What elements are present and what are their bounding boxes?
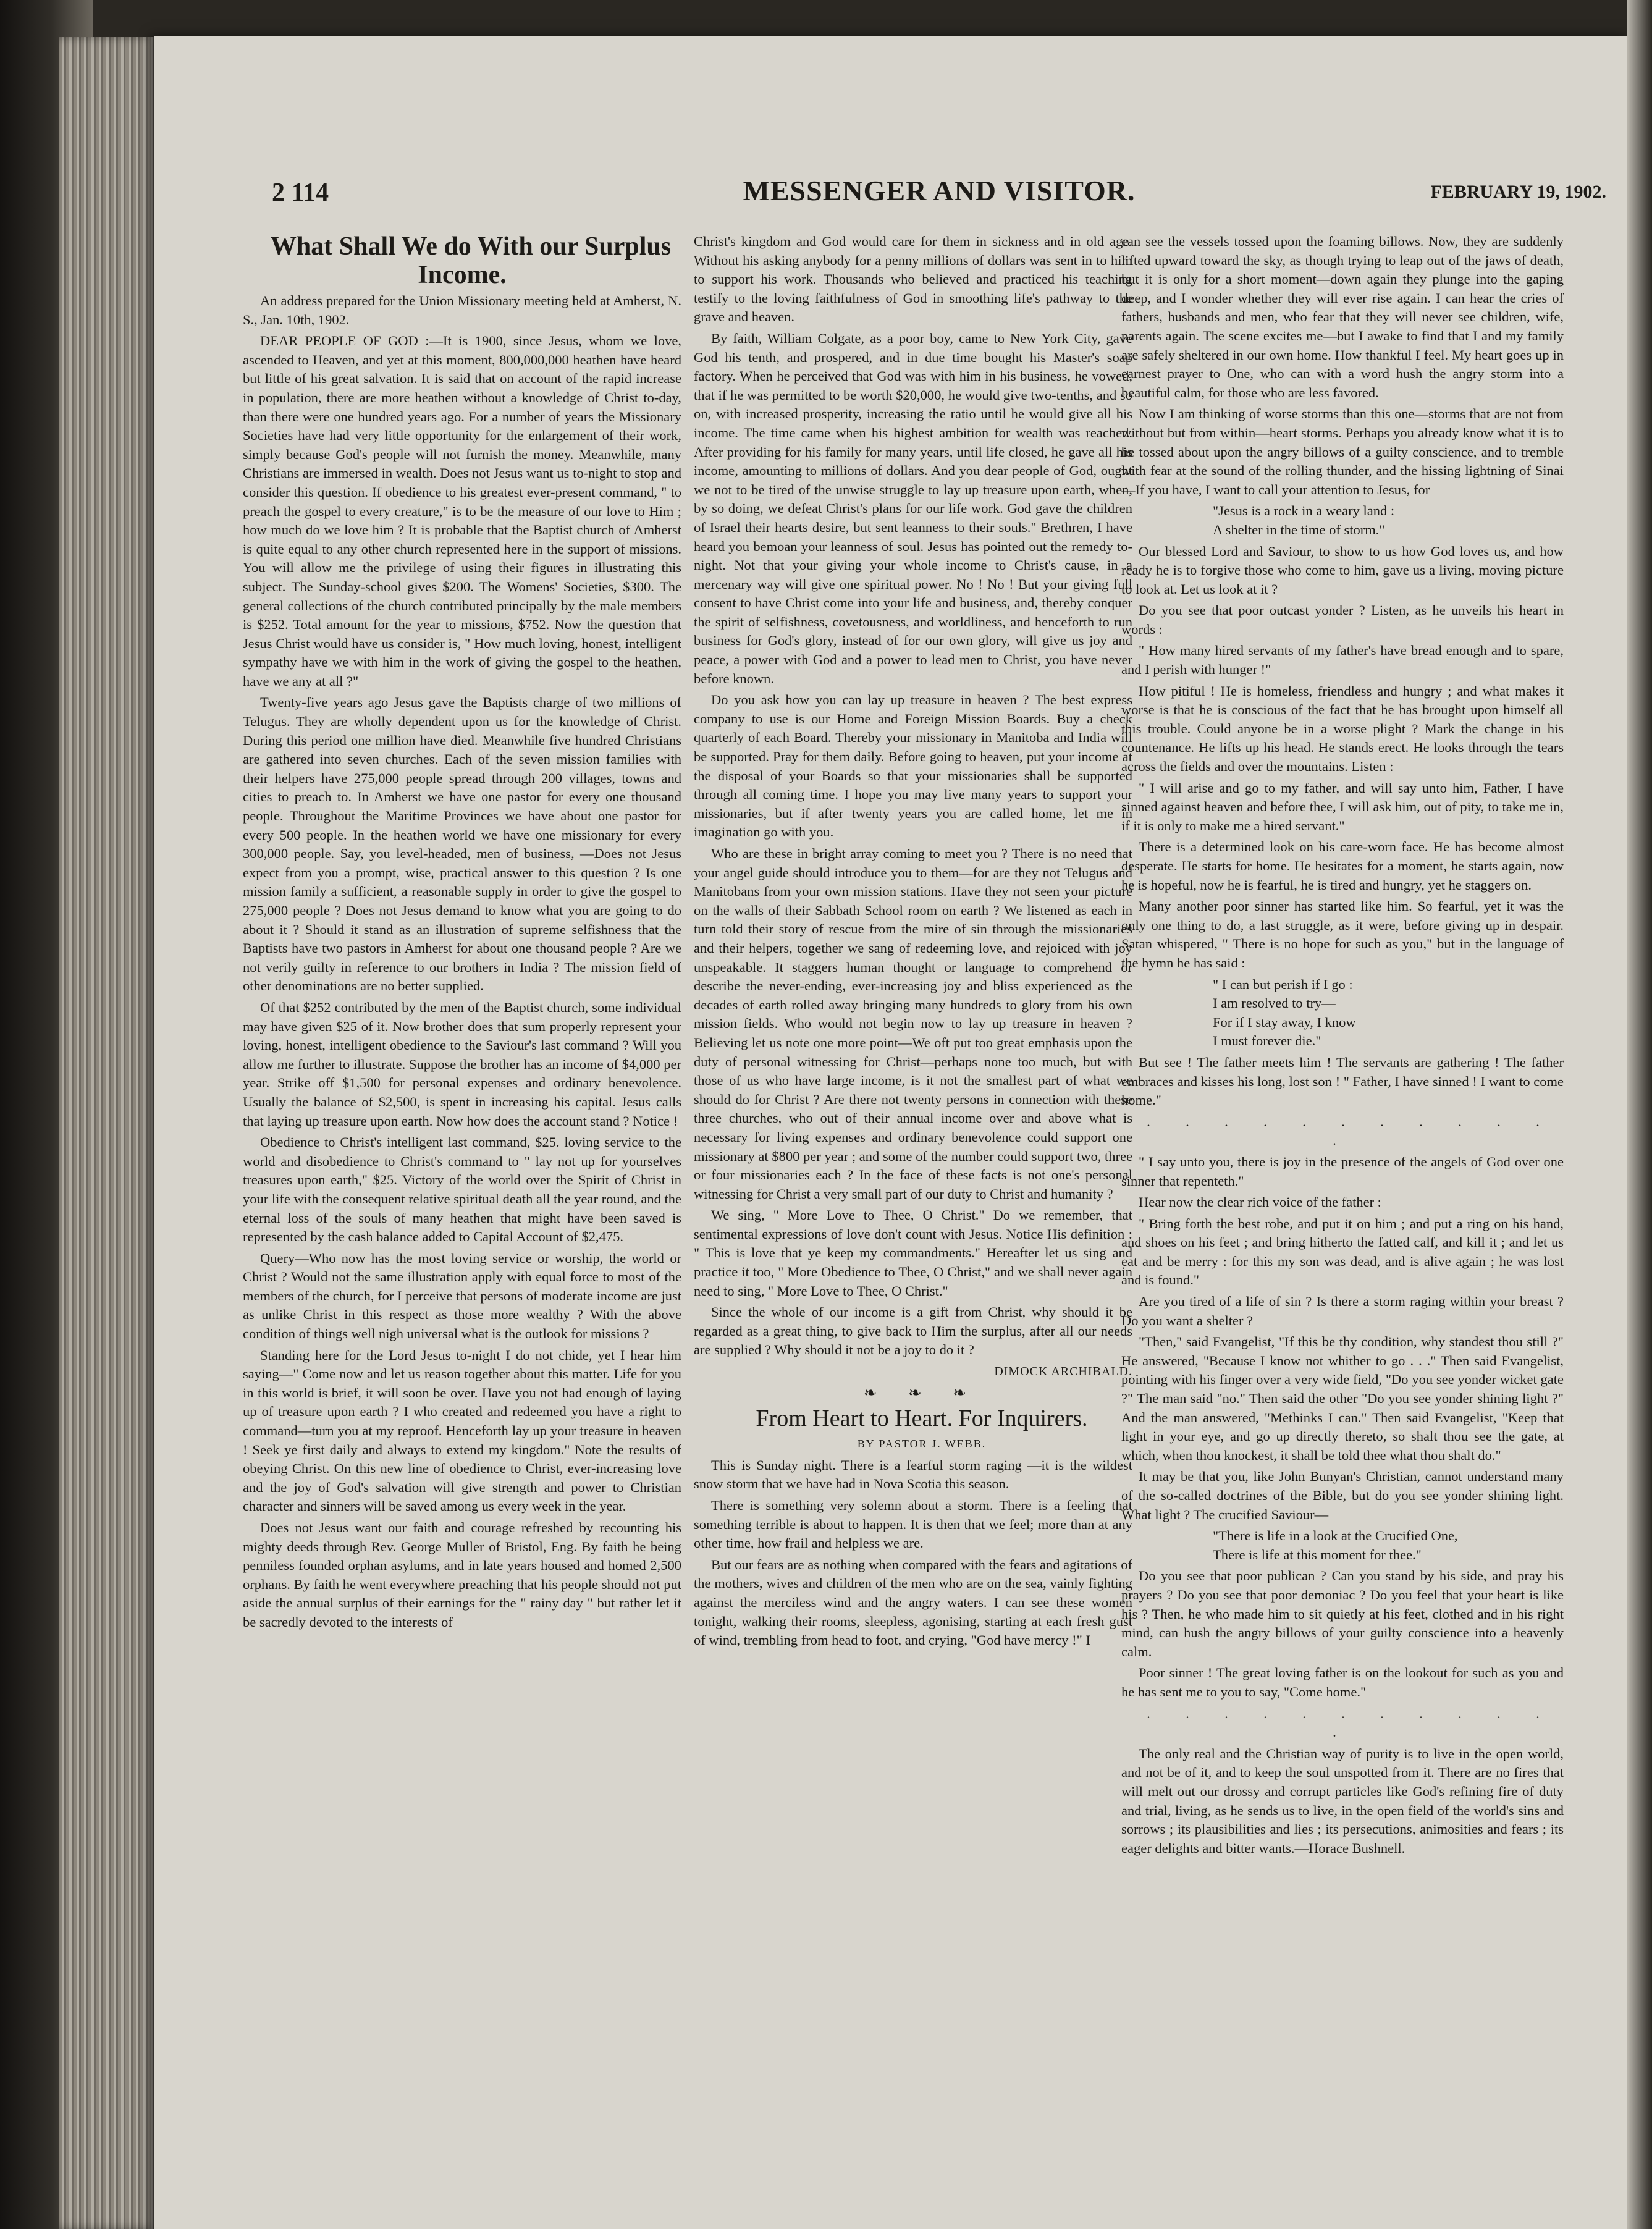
paragraph: Query—Who now has the most loving service or worship, the world or Christ ? Would not the same illustration apply with equal force to most of the members of the church, for I perceive that persons of moderate income are just as unlike Christ in this respect as those more wealthy ? With the above condition of things well nigh universal what is the outlook for missions ?: [243, 1250, 681, 1342]
byline: BY PASTOR J. WEBB.: [857, 1438, 987, 1451]
paragraph: Many another poor sinner has started like him. So fearful, yet it was the only one thing to do, a last struggle, as it were, before giving up in despair. Satan whispered, " There is no hope for such as you," but in the language of the hymn he has said :: [1121, 898, 1564, 971]
paragraph: Now I am thinking of worse storms than this one—storms that are not from without but from within—heart storms. Perhaps you already know what it is to be tossed about upon the angry billows of a guilty conscience, and to tremble with fear at the sound of the rolling thunder, and the hissing lightning of Sinai—If you have, I want to call your attention to Jesus, for: [1121, 406, 1564, 497]
paragraph: " I say unto you, there is joy in the presence of the angels of God over one sinner that repenteth.": [1121, 1153, 1564, 1189]
paragraph: There is a determined look on his care-worn face. He has become almost desperate. He starts for home. He hesitates for a moment, he starts again, now he is hopeful, now he is fearful, he is tired and hungry, yet he staggers on.: [1121, 839, 1564, 893]
paragraph: Are you tired of a life of sin ? Is there a storm raging within your breast ? Do you want a shelter ?: [1121, 1294, 1564, 1328]
article-title: From Heart to Heart. For Inquirers.: [756, 1405, 1088, 1432]
paragraph: But our fears are as nothing when compared with the fears and agitations of the mothers, wives and children of the men who are on the sea, vainly fighting against the merciless wind and the angry waters. I can see these women tonight, walking their rooms, sleepless, agonising, starting at each fresh gust of wind, trembling from head to foot, and crying, "God have mercy !" I: [694, 1556, 1132, 1648]
paragraph: This is Sunday night. There is a fearful storm raging —it is the wildest snow storm that we have had in Nova Scotia this season.: [694, 1457, 1132, 1492]
ornament-divider: ❧ ❧ ❧: [863, 1383, 980, 1402]
verse-line: There is life at this moment for thee.": [1213, 1546, 1422, 1562]
masthead-title: MESSENGER AND VISITOR.: [743, 175, 1136, 206]
verse-line: " I can but perish if I go :: [1213, 976, 1353, 992]
page-header: [272, 175, 1606, 215]
hymn-verse: [1121, 1527, 1564, 1564]
paragraph: It may be that you, like John Bunyan's Christian, cannot understand many of the so-called doctrines of the Bible, but do you see yonder shining light. What light ? The crucified Saviour—: [1121, 1468, 1564, 1522]
paragraph: There is something very solemn about a storm. There is a feeling that something terrible is about to happen. It is then that we feel; more than at any other time, how frail and helpless we are.: [694, 1498, 1132, 1551]
paragraph: Since the whole of our income is a gift from Christ, why should it be regarded as a great thing, to give back to Him the surplus, after all our needs are supplied ? Why should it not be a joy to do it ?: [694, 1304, 1132, 1358]
column-3: [1121, 232, 1564, 2228]
column-2: [694, 232, 1132, 2228]
author-signature: DIMOCK ARCHIBALD.: [994, 1365, 1132, 1379]
paragraph: Standing here for the Lord Jesus to-night I do not chide, yet I hear him saying—" Come now and let us reason together about this matter. Life for you in this world is brief, it will soon be over. Have you not had enough of laying up of treasure upon earth ? I who created and redeemed you have a right to command—turn you at my reproof. Henceforth lay up your treasure in heaven ! Seek ye first daily and always to extend my kingdom." Note the results of obeying Christ. On this new line of obedience to Christ, ever-increasing love and the joy of God's salvation will give strength and power to Christian character and sinners will be saved among us every week in the year.: [243, 1347, 681, 1514]
issue-date: FEBRUARY 19, 1902.: [1430, 182, 1606, 202]
section-dots: . . . . . . . . . . . .: [1147, 1113, 1556, 1148]
page-number: 2 114: [272, 179, 329, 207]
hymn-verse: [1121, 502, 1564, 539]
paragraph: Do you ask how you can lay up treasure in heaven ? The best express company to use is our Home and Foreign Mission Boards. Buy a check quarterly of each Board. Thereby your missionary in Manitoba and India will be supported. Pray for them daily. Before going to heaven, put your income at the disposal of your Boards so that your missionaries shall be supported through all coming time. I hope you may live many years to support your missionaries, but if after twenty years you are called home, let me in imagination go with you.: [694, 692, 1132, 840]
paragraph: Does not Jesus want our faith and courage refreshed by recounting his mighty deeds through Rev. George Muller of Bristol, Eng. By faith he being penniless founded orphan asylums, and in late years housed and homed 2,500 orphans. By faith he went everywhere preaching that his people should not put aside the annual surplus of their earnings for the " rainy day " but rather let it be sacredly devoted to the interests of: [243, 1520, 681, 1630]
paragraph: DEAR PEOPLE OF GOD :—It is 1900, since Jesus, whom we love, ascended to Heaven, and yet at this moment, 800,000,000 heathen have heard but little of his great salvation. It is said that on account of the rapid increase in population, there are more heathen without a knowledge of Christ to-day, than there were one hundred years ago. For a number of years the Missionary Societies have had very little opportunity for the enlargement of their work, simply because God's people will not furnish the money. Meanwhile, many Christians are immersed in wealth. Does not Jesus want us to-night to stop and consider this question. If obedience to his greatest ever-present command, " to preach the gospel to every creature," is to be the measure of our love to Him ; how much do we love him ? It is probable that the Baptist church of Amherst is quite equal to any other church represented here in the support of missions. You will allow me the privilege of using their figures in illustrating this subject. The Sunday-school gives $200. The Womens' Societies, $300. The general collections of the church contributed principally by the male members is $252. Total amount for the year to missions, $752. Now the question that Jesus Christ would have us consider is, " How much loving, honest, intelligent sympathy have we with him in the work of giving the gospel to the heathen, have we any at all ?": [243, 333, 681, 689]
page-right-edge: [1627, 0, 1652, 2229]
paragraph: Twenty-five years ago Jesus gave the Baptists charge of two millions of Telugus. They are wholly dependent upon us for the knowledge of Christ. During this period one million have died. Meanwhile five hundred Christians are gathered into seven churches. Each of the seven mission families with their helpers have 275,000 people spread through 200 villages, towns and cities to preach to. In Amherst we have one pastor for every one thousand people. Throughout the Maritime Provinces we have about one pastor for every 500 people. In the heathen world we have one missionary for every 300,000 people. Say, you level-headed, men of business, —Does not Jesus expect from you a prompt, wise, practical answer to this question ? Is one mission family a sufficient, a reasonable supply in order to give the gospel to 275,000 people ? Does not Jesus demand to know what you are going to do about it ? Should it stand as an illustration of supreme selfishness that the Baptists have two pastors in Amherst for about one thousand people ? Are we not verily guilty in reference to our brothers in India ? The mission field of other denominations are no better supplied.: [243, 694, 681, 994]
paragraph: But see ! The father meets him ! The servants are gathering ! The father embraces and kisses his long, lost son ! " Father, I have sinned ! I want to come home.": [1121, 1054, 1564, 1108]
paragraph: How pitiful ! He is homeless, friendless and hungry ; and what makes it worse is that he is conscious of the fact that he has brought upon himself all this trouble. Could anyone be in a worse plight ? Mark the change in his countenance. He lifts up his head. He stands erect. He looks through the tears across the fields and over the mountains. Listen :: [1121, 683, 1564, 775]
paragraph: Our blessed Lord and Saviour, to show to us how God loves us, and how ready he is to forgive those who come to him, gave us a living, moving picture to look at. Let us look at it ?: [1121, 543, 1564, 597]
paragraph: By faith, William Colgate, as a poor boy, came to New York City, gave God his tenth, and prospered, and in due time bought his Master's soap factory. When he perceived that God was with him in his business, he vowed, that if he was permitted to be worth $20,000, he would give two-tenths, and so on, with increased prosperity, increasing the ratio until he would give all his income. The time came when his highest ambition for wealth was reached. After providing for his family for many years, until life closed, he gave all his income, amounting to millions of dollars. And you dear people of God, ought we not to be tired of the unwise struggle to lay up treasure upon earth, when, by so doing, we defeat Christ's plans for our life work. God gave the children of Israel their hearts desire, but sent leanness to their souls." Brethren, I have heard you bemoan your leanness of soul. Jesus has pointed out the remedy to-night. Not that your giving your whole income to Christ's cause, in a mercenary way will give one spiritual power. No ! No ! But your giving full consent to have Christ come into your life and business, and, thereby conquer the spirit of selfishness, covetousness, and worldliness, and henceforth to run business for God's glory, instead of for our own glory, will give us joy and peace, a power with God and a power to lead men to Christ, you have never before known.: [694, 330, 1132, 686]
newspaper-page: [154, 36, 1631, 2229]
verse-line: I must forever die.": [1213, 1033, 1321, 1049]
verse-line: I am resolved to try—: [1213, 995, 1336, 1011]
paragraph: " Bring forth the best robe, and put it on him ; and put a ring on his hand, and shoes on his feet ; and bring hitherto the fatted calf, and kill it ; and let us eat and be merry : for this my son was dead, and is alive again ; he was lost and is found.": [1121, 1215, 1564, 1288]
article-title: What Shall We do With our Surplus Income.: [270, 232, 672, 289]
paragraph: "Then," said Evangelist, "If this be thy condition, why standest thou still ?" He answered, "Because I know not whither to go . . ." Then said Evangelist, pointing with his finger over a very wide field, "Do you see yonder wicket gate ?" The man said "no." Then said the other "Do you see yonder shining light ?" And the man answered, "Methinks I can." Then said Evangelist, "Keep that light in your eye, and go up directly thereto, so shalt thou see the gate, at which, when thou knockest, it shall be told thee what thou shalt do.": [1121, 1334, 1564, 1463]
paragraph: Do you see that poor publican ? Can you stand by his side, and pray his prayers ? Do you see that poor demoniac ? Do you feel that your heart is like his ? Then, he who made him to sit quietly at his feet, clothed and in his right mind, can hush the angry billows of your guilty conscience into a heavenly calm.: [1121, 1568, 1564, 1659]
paragraph: Who are these in bright array coming to meet you ? There is no need that your angel guide should introduce you to them—for are they not Telugus and Manitobans from your own mission stations. Have they not seen your picture on the walls of their Sabbath School room on earth ? We listened as each in turn told their story of rescue from the mire of sin through the missionaries and their helpers, together we sang of redeeming love, and rejoiced with joy unspeakable. It staggers human thought or language to comprehend or describe the never-ending, ever-increasing joy and bliss experienced as the decades of earth rolled away bringing many hundreds to glory from his own mission fields. Who would not begin now to lay up treasure in heaven ? Believing let us note one more point—We oft put too great emphasis upon the duty of personal witnessing for Christ—perhaps none too much, but with those of us who have large income, is it not the smallest part of what we should do for Christ ? Are there not twenty persons in connection with these three churches, who out of their annual income over and above what is necessary for living expenses and ordinary benevolence could support one missionary at $800 per year ; and some of the number could support two, three or four missionaries each ? In the face of these facts is not one's personal witnessing for Christ a very small part of our duty to Christ and humanity ?: [694, 846, 1132, 1202]
hymn-verse: [1121, 975, 1564, 1051]
paragraph: Do you see that poor outcast yonder ? Listen, as he unveils his heart in words :: [1121, 602, 1564, 637]
column-1: [243, 232, 681, 2228]
paragraph: Obedience to Christ's intelligent last command, $25. loving service to the world and disobedience to Christ's command to " lay not up for yourselves treasures upon earth," $25. Victory of the world over the Spirit of Christ in your life with the consequent relative spiritual death all the year round, and the eternal loss of the souls of many heathen that might have been saved is represented by the cash balance added to Capital Account of $2,475.: [243, 1134, 681, 1245]
paragraph: Christ's kingdom and God would care for them in sickness and in old age. Without his asking anybody for a penny millions of dollars was sent in to him to support his work. Thousands who believed and practiced his teaching testify to the loving faithfulness of God in smoothing life's pathway to the grave and heaven.: [694, 234, 1132, 325]
page-stack-edge: [59, 37, 158, 2229]
paragraph: can see the vessels tossed upon the foaming billows. Now, they are suddenly lifted upward toward the sky, as though trying to leap out of the jaws of death, but it is only for a short moment—down again they plunge into the gaping deep, and I wonder whether they will ever rise again. I can hear the cries of fathers, husbands and men, who fear that they will never see children, wife, parents again. The scene excites me—but I awake to find that I and my family are safely sheltered in our own home. How thankful I feel. My heart goes up in earnest prayer to One, who can with a word hush the angry storm into a beautiful calm, for those who are less favored.: [1121, 234, 1564, 400]
paragraph: The only real and the Christian way of purity is to live in the open world, and not be of it, and to keep the soul unspotted from it. There are no fires that will melt out our drossy and corrupt particles like God's refining fire of duty and trial, living, as he sends us to live, in the open field of the world's sins and sorrows ; its plausibilities and lies ; its persecutions, animosities and fears ; its eager delights and bitter wants.—Horace Bushnell.: [1121, 1745, 1564, 1856]
article-intro: An address prepared for the Union Missionary meeting held at Amherst, N. S., Jan. 10th, 1902.: [243, 293, 681, 327]
verse-line: "Jesus is a rock in a weary land :: [1213, 503, 1395, 519]
section-dots: . . . . . . . . . . . .: [1147, 1705, 1556, 1740]
verse-line: For if I stay away, I know: [1213, 1014, 1356, 1030]
verse-line: "There is life in a look at the Crucified One,: [1213, 1528, 1458, 1544]
paragraph: We sing, " More Love to Thee, O Christ." Do we remember, that sentimental expressions of love don't count with Jesus. Notice His definition : " This is love that ye keep my commandments." Hereafter let us sing and practice it too, " More Obedience to Thee, O Christ," and we shall never again need to sing, " More Love to Thee, O Christ.": [694, 1207, 1132, 1299]
paragraph: Hear now the clear rich voice of the father :: [1139, 1194, 1381, 1210]
paragraph: Of that $252 contributed by the men of the Baptist church, some individual may have given $25 of it. Now brother does that sum properly represent your loving, honest, intelligent obedience to the Saviour's last command ? Will you allow me further to illustrate. Suppose the brother has an income of $4,000 per year. Strike off $1,500 for personal expenses and ordinary benevolence. Usually the balance of $2,500, is spent in increasing his capital. Jesus calls that laying up treasure upon earth. Now how does the account stand ? Notice !: [243, 999, 681, 1129]
verse-line: A shelter in the time of storm.": [1213, 521, 1385, 537]
paragraph: " How many hired servants of my father's have bread enough and to spare, and I perish with hunger !": [1121, 643, 1564, 678]
paragraph: " I will arise and go to my father, and will say unto him, Father, I have sinned against heaven and before thee, I will ask him, out of pity, to take me in, if it is only to make me a hired servant.": [1121, 780, 1564, 833]
paragraph: Poor sinner ! The great loving father is on the lookout for such as you and he has sent me to you to say, "Come home.": [1121, 1665, 1564, 1700]
